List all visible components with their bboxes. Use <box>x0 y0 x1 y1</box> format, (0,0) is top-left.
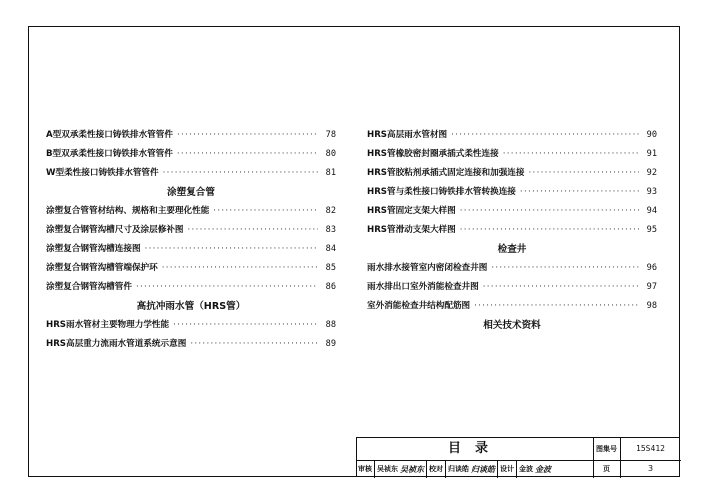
toc-leader-dots <box>451 126 639 145</box>
toc-entry <box>367 202 657 221</box>
toc-leader-dots <box>177 145 318 164</box>
toc-section-heading: 高抗冲雨水管（HRS管） <box>136 301 246 312</box>
toc-leader-dots <box>163 164 318 183</box>
toc-entry-title: HRS管固定支架大样图 <box>367 206 456 216</box>
toc-entry-title: 涂塑复合钢管沟槽尺寸及涂层修补图 <box>46 225 184 235</box>
toc-leader-dots <box>460 221 639 240</box>
toc-entry-title: 雨水排水接管室内密闭检查井图 <box>367 263 488 273</box>
toc-entry <box>367 164 657 183</box>
toc-leader-dots <box>474 297 639 316</box>
toc-entry <box>367 259 657 278</box>
review-label: 审核 <box>358 465 372 473</box>
toc-leader-dots <box>188 221 318 240</box>
toc-entry-title: HRS管胶粘剂承插式固定连接和加强连接 <box>367 168 525 178</box>
toc-entry-title: 室外消能检查井结构配筋图 <box>367 301 471 311</box>
toc-leader-dots <box>503 145 639 164</box>
toc-entry-title: HRS管橡胶密封圈承插式柔性连接 <box>367 149 499 159</box>
toc-entry <box>46 164 336 183</box>
check-label: 校对 <box>429 465 443 473</box>
toc-entry-title: HRS雨水管材主要物理力学性能 <box>46 320 170 330</box>
toc-entry <box>46 278 336 297</box>
toc-section-heading: 相关技术资料 <box>483 320 541 331</box>
designer-signature: 金波 <box>535 464 551 474</box>
toc-left-column <box>46 126 336 354</box>
toc-entry <box>367 145 657 164</box>
toc-entry-title: 涂塑复合钢管沟槽管端保护环 <box>46 263 158 273</box>
toc-entry-page: 94 <box>646 206 657 216</box>
design-label: 设计 <box>500 465 514 473</box>
toc-entry-page: 98 <box>646 301 657 311</box>
reviewer-signature: 吴祯东 <box>400 464 424 474</box>
atlas-number: 15S412 <box>620 438 681 461</box>
toc-section-heading: 涂塑复合管 <box>167 187 215 198</box>
toc-right-column <box>367 126 657 335</box>
toc-entry-title: W型柔性接口铸铁排水管管件 <box>46 168 159 178</box>
toc-entry <box>46 221 336 240</box>
signature-row <box>357 460 594 478</box>
toc-entry-page: 82 <box>325 206 336 216</box>
toc-entry-title: B型双承柔性接口铸铁排水管管件 <box>46 149 173 159</box>
toc-entry <box>367 278 657 297</box>
toc-leader-dots <box>520 183 639 202</box>
toc-leader-dots <box>491 259 639 278</box>
toc-entry-page: 95 <box>646 225 657 235</box>
toc-entry-page: 85 <box>325 263 336 273</box>
toc-entry-page: 92 <box>646 168 657 178</box>
checker-name: 归谈皓 <box>448 465 469 473</box>
toc-entry-title: HRS高层重力流雨水管道系统示意图 <box>46 339 187 349</box>
toc-entry-page: 88 <box>325 320 336 330</box>
toc-entry-title: HRS管滑动支架大样图 <box>367 225 456 235</box>
title-block <box>356 437 680 477</box>
toc-entry-title: A型双承柔性接口铸铁排水管管件 <box>46 130 173 140</box>
toc-entry-page: 93 <box>646 187 657 197</box>
toc-leader-dots <box>136 278 318 297</box>
toc-entry-page: 89 <box>325 339 336 349</box>
page-number: 3 <box>647 464 654 473</box>
toc-leader-dots <box>483 278 639 297</box>
toc-leader-dots <box>145 240 318 259</box>
toc-entry <box>46 240 336 259</box>
toc-entry-page: 97 <box>646 282 657 292</box>
toc-entry <box>46 126 336 145</box>
toc-entry-title: 涂塑复合管管材结构、规格和主要理化性能 <box>46 206 210 216</box>
toc-leader-dots <box>460 202 639 221</box>
toc-entry-page: 78 <box>325 130 336 140</box>
toc-leader-dots <box>173 316 318 335</box>
toc-entry-page: 84 <box>325 244 336 254</box>
toc-leader-dots <box>213 202 318 221</box>
toc-leader-dots <box>162 259 318 278</box>
toc-entry-title: HRS高层雨水管材图 <box>367 130 448 140</box>
designer-name: 金波 <box>519 465 533 473</box>
toc-entry-page: 96 <box>646 263 657 273</box>
toc-entry <box>367 297 657 316</box>
toc-entry <box>46 335 336 354</box>
toc-entry <box>46 259 336 278</box>
toc-entry <box>367 221 657 240</box>
toc-entry-page: 83 <box>325 225 336 235</box>
page-label: 页 <box>593 460 621 478</box>
toc-entry <box>46 145 336 164</box>
toc-entry-title: 涂塑复合钢管沟槽管件 <box>46 282 132 292</box>
toc-entry-page: 81 <box>325 168 336 178</box>
toc-entry <box>46 316 336 335</box>
toc-entry-page: 86 <box>325 282 336 292</box>
toc-entry <box>367 183 657 202</box>
toc-entry-title: HRS管与柔性接口铸铁排水管转换连接 <box>367 187 516 197</box>
toc-entry-title: 涂塑复合钢管沟槽连接图 <box>46 244 141 254</box>
toc-leader-dots <box>190 335 318 354</box>
checker-signature: 归谈皓 <box>471 464 495 474</box>
toc-leader-dots <box>177 126 318 145</box>
atlas-number-label: 图集号 <box>593 438 621 461</box>
toc-entry-page: 80 <box>325 149 336 159</box>
toc-entry-title: 雨水排出口室外消能检查井图 <box>367 282 479 292</box>
toc-entry-page: 90 <box>646 130 657 140</box>
reviewer-name: 吴祯东 <box>377 465 398 473</box>
toc-section-heading: 检查井 <box>497 244 527 255</box>
sheet-title: 目录 <box>357 438 594 461</box>
toc-entry <box>367 126 657 145</box>
toc-leader-dots <box>529 164 640 183</box>
toc-entry <box>46 202 336 221</box>
toc-entry-page: 91 <box>646 149 657 159</box>
